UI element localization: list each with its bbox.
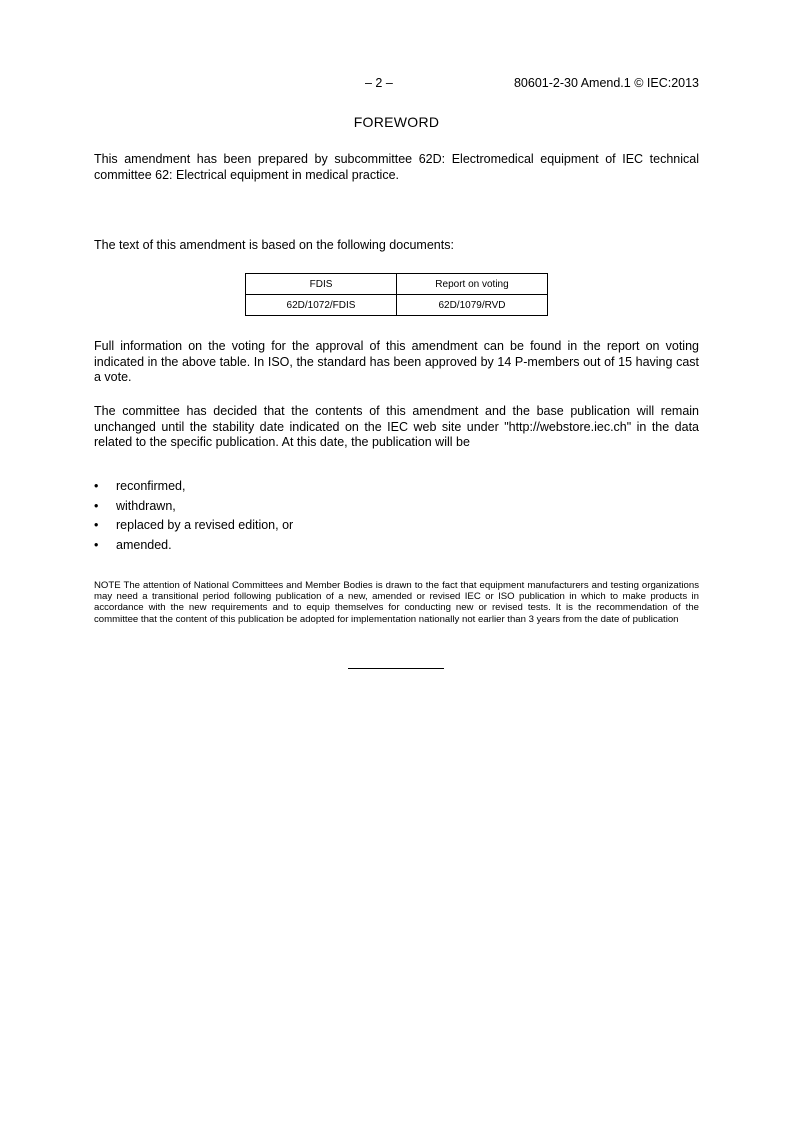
bullet-icon: • (94, 518, 99, 532)
page-title: FOREWORD (353, 114, 440, 130)
list-item (94, 538, 293, 558)
page-number: – 2 – (365, 76, 393, 90)
table-cell-fdis: 62D/1072/FDIS (246, 295, 397, 316)
list-item-text: reconfirmed, (116, 479, 186, 493)
voting-documents-table (245, 273, 548, 316)
paragraph-stability-date: The committee has decided that the contents of this amendment and the base publication will remain unchanged until the stability date indicated on the IEC web site under "http://webstore.iec.ch" in the data related to the specific publication. At this date, the publication will be (94, 404, 699, 449)
list-item (94, 499, 293, 519)
table-cell-rvd: 62D/1079/RVD (397, 295, 548, 316)
page-header (94, 76, 699, 92)
paragraph-preparation: This amendment has been prepared by subcommittee 62D: Electromedical equipment of IEC technical committee 62: Electrical equipment in medical practice. (94, 152, 699, 182)
list-item (94, 518, 293, 538)
list-item (94, 479, 293, 499)
table-header-report-on-voting: Report on voting (397, 274, 548, 295)
note-paragraph: NOTE The attention of National Committees and Member Bodies is drawn to the fact that equipment manufacturers and testing organizations may need a transitional period following publication of a new, amended or revised IEC or ISO publication in which to make products in accordance with the new requirements and to equip themselves for conducting new or revised tests. It is the recommendation of the committee that the content of this publication be adopted for implementation nationally not earlier than 3 years from the date of publication (94, 580, 699, 625)
paragraph-voting-info: Full information on the voting for the approval of this amendment can be found in the report on voting indicated in the above table. In ISO, the standard has been approved by 14 P-members out of 15 having cast a vote. (94, 339, 699, 384)
table-row (246, 295, 548, 316)
publication-outcome-list (94, 479, 293, 557)
table-header-row (246, 274, 548, 295)
table-header-fdis: FDIS (246, 274, 397, 295)
list-item-text: replaced by a revised edition, or (116, 518, 294, 532)
bullet-icon: • (94, 498, 99, 513)
bullet-icon: • (94, 479, 99, 493)
list-item-text: withdrawn, (116, 498, 176, 513)
bullet-icon: • (94, 537, 99, 552)
paragraph-documents-intro: The text of this amendment is based on the following documents: (94, 238, 454, 252)
document-reference: 80601-2-30 Amend.1 © IEC:2013 (513, 76, 699, 90)
list-item-text: amended. (116, 537, 172, 552)
end-rule-divider (348, 668, 444, 669)
